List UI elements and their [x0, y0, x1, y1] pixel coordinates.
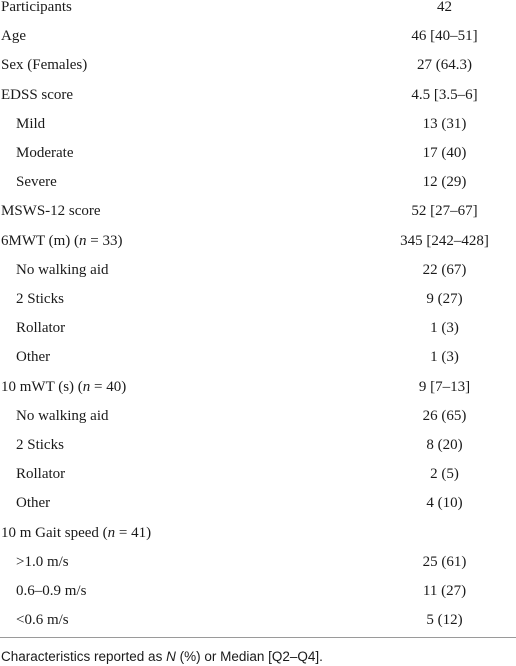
row-value: 8 (20) — [426, 437, 463, 453]
row-value: 5 (12) — [426, 612, 463, 629]
table-row — [0, 263, 516, 292]
table-row — [0, 175, 516, 204]
row-label: EDSS score — [1, 86, 74, 103]
table-row — [0, 146, 516, 175]
row-label: MSWS-12 score — [1, 203, 101, 220]
row-label: No walking aid — [16, 261, 109, 278]
row-label: >1.0 m/s — [16, 553, 69, 570]
table-row — [0, 380, 516, 409]
row-value: 9 [7–13] — [418, 378, 471, 395]
table-row — [0, 584, 516, 613]
table-row — [0, 58, 516, 87]
row-value: 52 [27–67] — [411, 203, 478, 220]
row-value: 1 (3) — [430, 320, 459, 337]
row-label: Age — [1, 28, 26, 45]
row-label: Rollator — [16, 466, 66, 483]
row-label: 0.6–0.9 m/s — [16, 583, 87, 599]
row-label: Moderate — [16, 145, 74, 161]
table-footnote: Characteristics reported as N (%) or Median [Q2–Q4]. — [1, 649, 323, 664]
row-value: 42 — [437, 0, 452, 15]
table-row — [0, 526, 516, 555]
row-value: 2 (5) — [430, 466, 459, 483]
row-label: 6MWT (m) (n = 33) — [1, 232, 123, 249]
row-value: 13 (31) — [422, 115, 467, 132]
table-row — [0, 438, 516, 467]
table-row — [0, 0, 516, 29]
table-row — [0, 555, 516, 584]
row-label: Severe — [16, 174, 57, 191]
table-row — [0, 234, 516, 263]
row-value: 345 [242–428] — [400, 232, 489, 249]
row-value: 4.5 [3.5–6] — [411, 86, 478, 103]
row-label: Sex (Females) — [1, 57, 88, 74]
row-label: Other — [16, 495, 51, 512]
table-row — [0, 467, 516, 496]
row-value: 1 (3) — [430, 349, 459, 366]
table-row — [0, 204, 516, 233]
row-label: <0.6 m/s — [16, 612, 69, 629]
row-value: 4 (10) — [426, 495, 463, 512]
table-row — [0, 350, 516, 379]
row-label: Participants — [1, 0, 72, 15]
table-row — [0, 496, 516, 525]
row-label: No walking aid — [16, 407, 109, 424]
table-row — [0, 321, 516, 350]
row-value: 12 (29) — [422, 174, 467, 191]
table-row — [0, 409, 516, 438]
row-label: Rollator — [16, 320, 66, 337]
row-value: 11 (27) — [422, 583, 467, 599]
row-value: 26 (65) — [422, 407, 467, 424]
table-row — [0, 88, 516, 117]
row-label: Mild — [16, 115, 46, 132]
table-bottom-rule — [0, 637, 516, 638]
row-label: Other — [16, 349, 51, 366]
row-label: 10 m Gait speed (n = 41) — [1, 524, 152, 541]
table-row — [0, 29, 516, 58]
row-label: 2 Sticks — [16, 291, 64, 307]
row-value: 46 [40–51] — [411, 28, 478, 45]
row-value: 27 (64.3) — [417, 57, 472, 74]
row-label: 10 mWT (s) (n = 40) — [1, 378, 127, 395]
table-row — [0, 117, 516, 146]
row-label: 2 Sticks — [16, 437, 64, 453]
table-row — [0, 292, 516, 321]
row-value: 22 (67) — [422, 261, 467, 278]
row-value: 17 (40) — [422, 145, 467, 161]
row-value: 9 (27) — [426, 291, 463, 307]
row-value: 25 (61) — [422, 553, 467, 570]
